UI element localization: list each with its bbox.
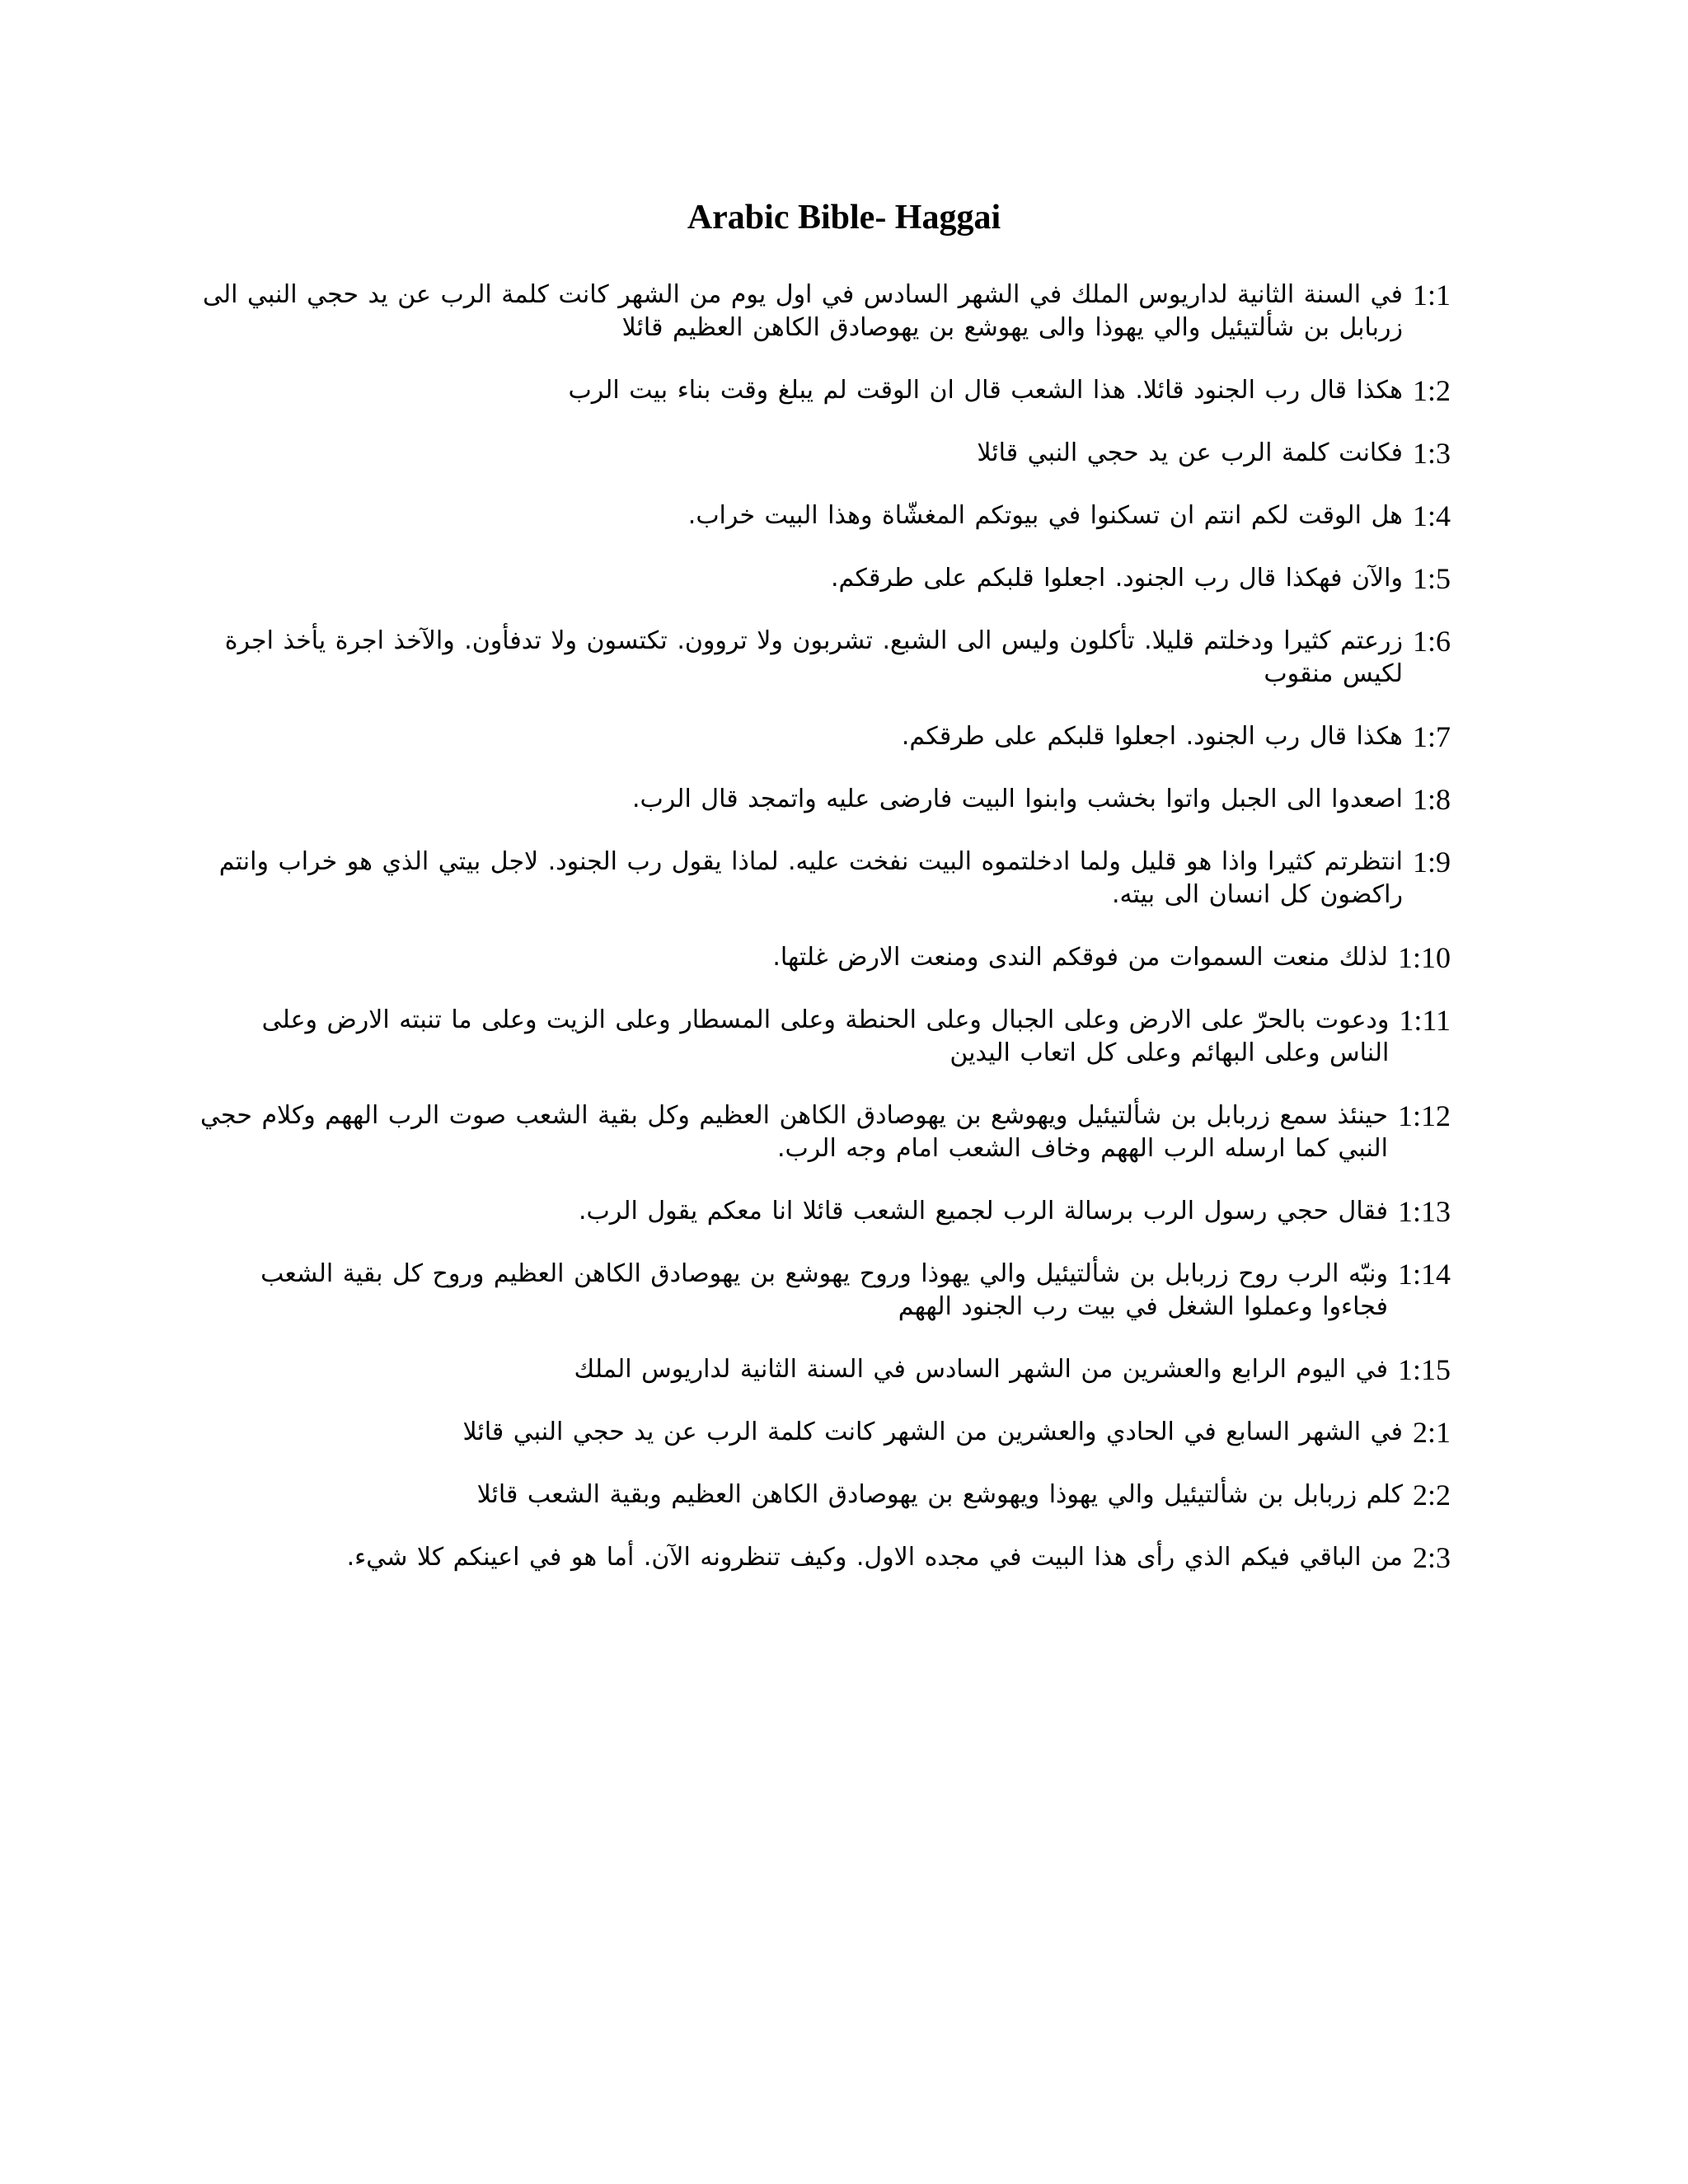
verse-reference: 2:3 (1412, 1541, 1451, 1574)
verse (198, 1004, 1451, 1070)
verse-text: انتظرتم كثيرا واذا هو قليل ولما ادخلتموه البيت نفخت عليه. لماذا يقول رب الجنود. لاجل بيتي الذي هو خراب وانتم راكضون كل انسان الى بيته. (218, 847, 1403, 909)
verse-text: حينئذ سمع زربابل بن شألتيئيل ويهوشع بن يهوصادق الكاهن العظيم وكل بقية الشعب صوت الرب الههم وكلام حجي النبي كما ارسله الرب الههم وخاف الشعب امام وجه الرب. (200, 1101, 1388, 1163)
verse (198, 625, 1451, 691)
verse-reference: 1:9 (1412, 846, 1451, 879)
verse (198, 1195, 1451, 1228)
verse-reference: 1:13 (1397, 1195, 1451, 1228)
verse-reference: 1:14 (1397, 1258, 1451, 1291)
verse (198, 1416, 1451, 1449)
verse (198, 1353, 1451, 1386)
verse (198, 562, 1451, 595)
verse-reference: 1:5 (1412, 562, 1451, 595)
verse-list (198, 279, 1451, 1604)
verse (198, 279, 1451, 344)
page-title: Arabic Bible- Haggai (687, 199, 1001, 237)
verse-text: هكذا قال رب الجنود. اجعلوا قلبكم على طرقكم. (901, 722, 1403, 751)
verse-reference: 1:1 (1412, 279, 1451, 312)
verse (198, 1479, 1451, 1511)
verse-reference: 1:6 (1412, 625, 1451, 658)
verse-text: في الشهر السابع في الحادي والعشرين من الشهر كانت كلمة الرب عن يد حجي النبي قائلا (462, 1418, 1403, 1446)
verse-reference: 1:8 (1412, 783, 1451, 816)
verse-text: لذلك منعت السموات من فوقكم الندى ومنعت الارض غلتها. (772, 943, 1388, 972)
verse-reference: 2:2 (1412, 1479, 1451, 1511)
verse (198, 941, 1451, 974)
verse-reference: 1:2 (1412, 374, 1451, 407)
verse-reference: 1:7 (1412, 720, 1451, 753)
verse-text: ودعوت بالحرّ على الارض وعلى الجبال وعلى الحنطة وعلى المسطار وعلى الزيت وعلى ما تنبته الارض وعلى الناس وعلى البهائم وعلى كل اتعاب اليدين (261, 1005, 1390, 1067)
verse-text: فكانت كلمة الرب عن يد حجي النبي قائلا (977, 438, 1403, 467)
verse-reference: 1:12 (1397, 1099, 1451, 1132)
verse (198, 846, 1451, 912)
verse-text: ونبّه الرب روح زربابل بن شألتيئيل والي يهوذا وروح يهوشع بن يهوصادق الكاهن العظيم وروح كل بقية الشعب فجاءوا وعملوا الشغل في بيت رب الجنود الههم (260, 1259, 1388, 1321)
verse-text: والآن فهكذا قال رب الجنود. اجعلوا قلبكم على طرقكم. (830, 564, 1403, 593)
verse-text: فقال حجي رسول الرب برسالة الرب لجميع الشعب قائلا انا معكم يقول الرب. (579, 1197, 1388, 1226)
verse-reference: 2:1 (1412, 1416, 1451, 1449)
verse-text: هكذا قال رب الجنود قائلا. هذا الشعب قال ان الوقت لم يبلغ وقت بناء بيت الرب (568, 376, 1403, 405)
verse (198, 720, 1451, 753)
verse-text: من الباقي فيكم الذي رأى هذا البيت في مجده الاول. وكيف تنظرونه الآن. أما هو في اعينكم كلا شيء. (346, 1543, 1403, 1572)
verse-text: في السنة الثانية لداريوس الملك في الشهر السادس في اول يوم من الشهر كانت كلمة الرب عن يد حجي النبي الى زربابل بن شألتيئيل والي يهوذا والى يهوشع بن يهوصادق الكاهن العظيم قائلا (202, 280, 1403, 342)
verse-reference: 1:4 (1412, 499, 1451, 532)
verse-text: هل الوقت لكم انتم ان تسكنوا في بيوتكم المغشّاة وهذا البيت خراب. (687, 501, 1403, 530)
verse-reference: 1:10 (1397, 941, 1451, 974)
verse (198, 499, 1451, 532)
verse (198, 1541, 1451, 1574)
verse (198, 437, 1451, 470)
verse-text: زرعتم كثيرا ودخلتم قليلا. تأكلون وليس الى الشبع. تشربون ولا تروون. تكتسون ولا تدفأون. والآخذ اجرة يأخذ اجرة لكيس منقوب (224, 626, 1403, 688)
verse (198, 1099, 1451, 1165)
verse-reference: 1:3 (1412, 437, 1451, 470)
verse (198, 374, 1451, 407)
verse-reference: 1:11 (1399, 1004, 1451, 1037)
verse (198, 1258, 1451, 1324)
verse-text: اصعدوا الى الجبل واتوا بخشب وابنوا البيت فارضى عليه واتمجد قال الرب. (631, 785, 1403, 813)
verse (198, 783, 1451, 816)
verse-reference: 1:15 (1397, 1353, 1451, 1386)
verse-text: كلم زربابل بن شألتيئيل والي يهوذا ويهوشع بن يهوصادق الكاهن العظيم وبقية الشعب قائلا (476, 1480, 1403, 1509)
verse-text: في اليوم الرابع والعشرين من الشهر السادس في السنة الثانية لداريوس الملك (574, 1355, 1388, 1384)
